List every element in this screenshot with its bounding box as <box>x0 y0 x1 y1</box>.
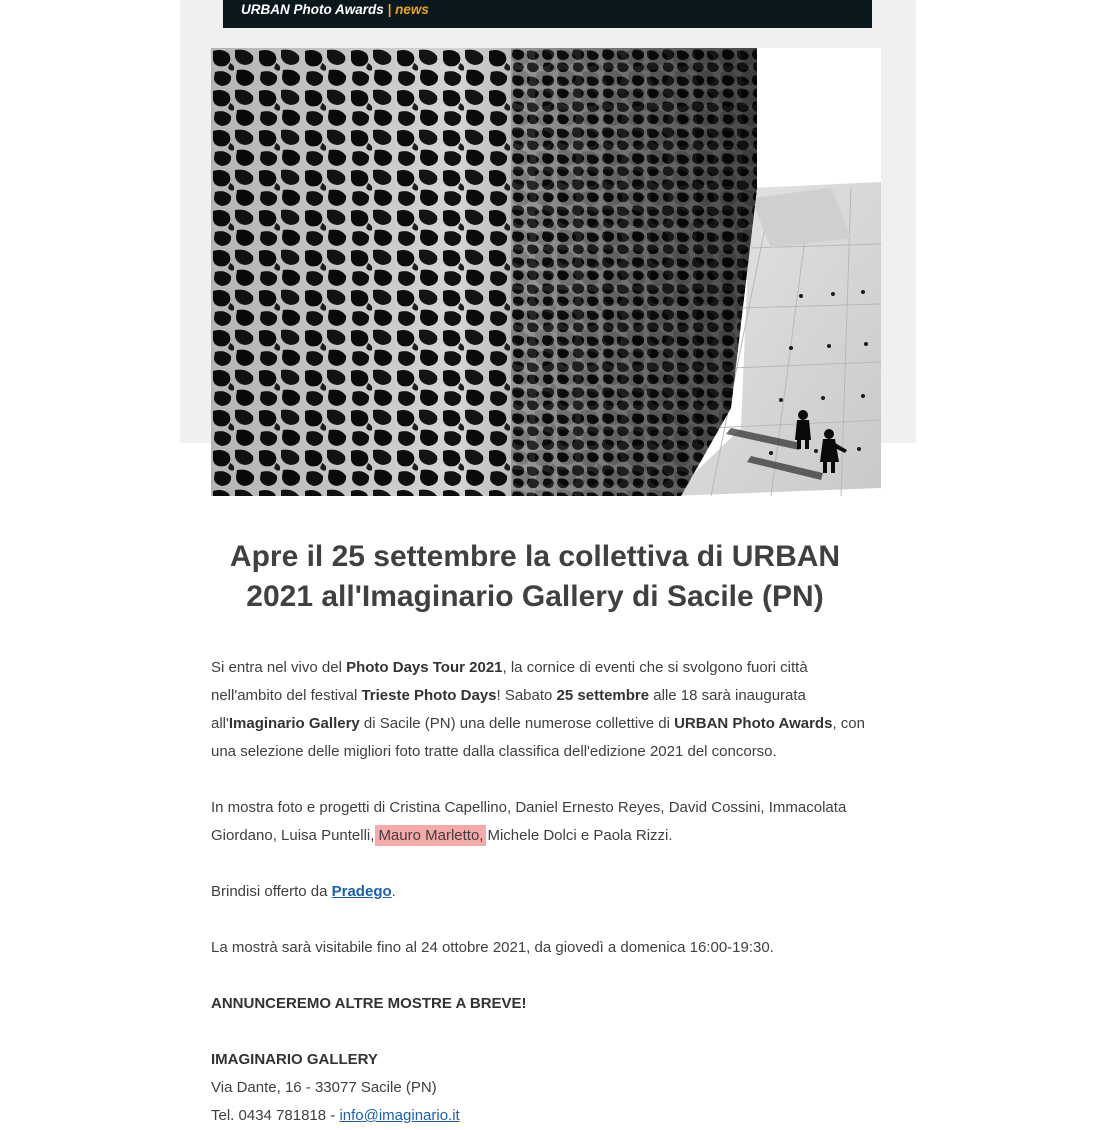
gallery-address: Via Dante, 16 - 33077 Sacile (PN) <box>211 1079 437 1096</box>
highlighted-artist: Mauro Marletto, <box>375 825 486 846</box>
announcement-line: ANNUNCEREMO ALTRE MOSTRE A BREVE! <box>211 995 527 1012</box>
header-separator: | <box>387 2 392 17</box>
section-label: news <box>395 2 429 17</box>
intro-paragraph: Si entra nel vivo del Photo Days Tour 2021, la cornice di eventi che si svolgono fuori città nell'ambito del festival Trieste Photo Days! Sabato 25 settembre alle 18 sarà inaugurata all'Imaginario Gallery di Sacile (PN) una delle numerose collettive di URBAN Photo Awards, con una selezione delle migliori foto tratte dalla classifica dell'edizione 2021 del concorso. <box>211 659 865 760</box>
gallery-contact <box>211 1046 871 1130</box>
photo-days-tour: Photo Days Tour 2021 <box>346 659 503 676</box>
gallery-phone: Tel. 0434 781818 - <box>211 1107 340 1124</box>
opening-date: 25 settembre <box>556 687 650 704</box>
dates-paragraph: La mostrà sarà visitabile fino al 24 ottobre 2021, da giovedì a domenica 16:00-19:30. <box>211 939 774 956</box>
article-title: Apre il 25 settembre la collettiva di URBAN 2021 all'Imaginario Gallery di Sacile (PN) <box>229 540 841 613</box>
festival-name: Trieste Photo Days <box>361 687 497 704</box>
gallery-name: IMAGINARIO GALLERY <box>211 1051 378 1068</box>
gallery-email-link[interactable]: info@imaginario.it <box>339 1107 460 1124</box>
header-title <box>241 2 429 17</box>
newsletter-header <box>223 0 872 28</box>
gallery-name-inline: Imaginario Gallery <box>228 715 360 732</box>
sponsor-paragraph: Brindisi offerto da Pradego. <box>211 883 396 900</box>
brand-name: URBAN Photo Awards <box>241 2 384 17</box>
pradego-link[interactable]: Pradego <box>331 883 392 900</box>
urban-awards-inline: URBAN Photo Awards <box>674 715 833 732</box>
hero-image <box>211 48 881 496</box>
artists-paragraph: In mostra foto e progetti di Cristina Capellino, Daniel Ernesto Reyes, David Cossini, Immacolata Giordano, Luisa Puntelli, Mauro Marletto, Michele Dolci e Paola Rizzi. <box>211 799 847 844</box>
